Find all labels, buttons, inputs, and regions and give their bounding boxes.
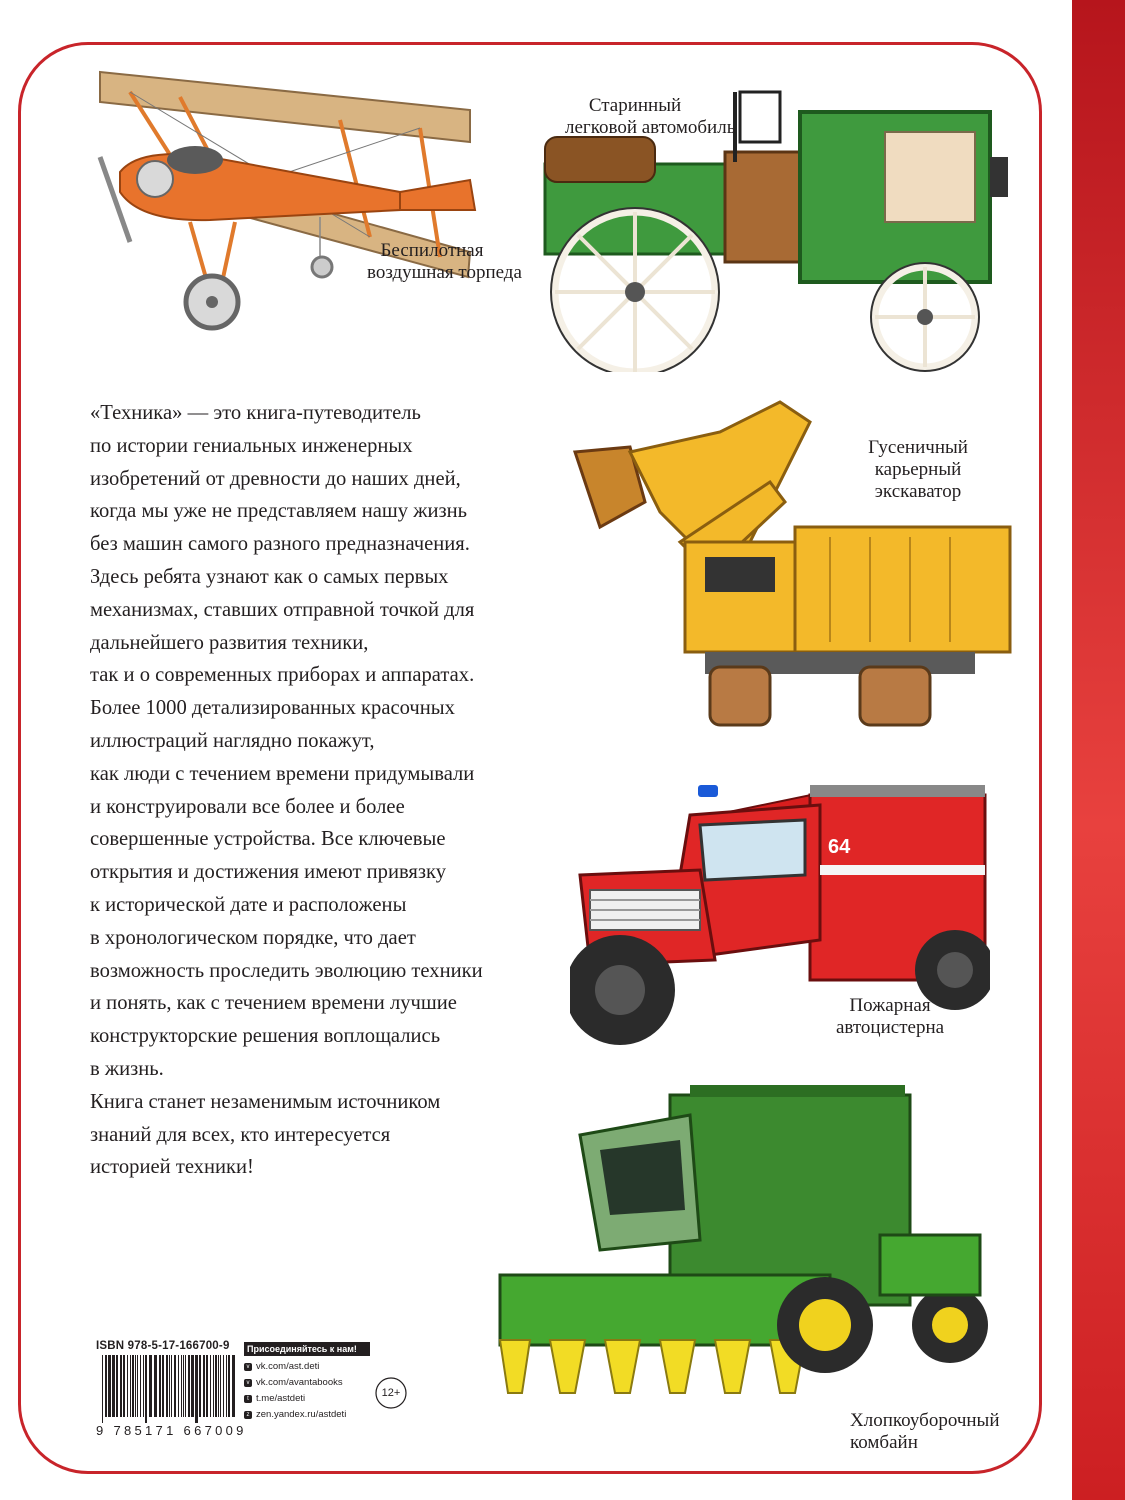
- social-link[interactable]: [244, 1359, 370, 1375]
- description-line: к исторической дате и расположены: [90, 893, 407, 916]
- description-line: возможность проследить эволюцию техники: [90, 959, 483, 982]
- barcode-bar: [218, 1355, 219, 1417]
- description-line: и понять, как с течением времени лучшие: [90, 992, 457, 1015]
- description-line: открытия и достижения имеют привязку: [90, 861, 447, 884]
- barcode-bar: [137, 1355, 138, 1417]
- caption-excavator: [858, 437, 978, 503]
- barcode-bar: [210, 1355, 211, 1417]
- combine-illustration: [490, 1075, 1010, 1405]
- social-link-text: t.me/astdeti: [256, 1393, 306, 1404]
- barcode-bar: [195, 1355, 198, 1423]
- barcode-bar: [174, 1355, 176, 1417]
- description-line: изобретений от древности до наших дней,: [90, 467, 461, 490]
- vk-icon: v: [244, 1379, 252, 1387]
- description-line: Здесь ребята узнают как о самых первых: [90, 565, 449, 588]
- barcode-bar: [183, 1355, 184, 1417]
- barcode-bar: [132, 1355, 134, 1417]
- description-line: «Техника» — это книга-путеводитель: [90, 402, 421, 424]
- telegram-icon: t: [244, 1395, 252, 1403]
- barcode-bar: [188, 1355, 190, 1417]
- description-line: по истории гениальных инженерных: [90, 434, 413, 457]
- barcode-bar: [154, 1355, 157, 1417]
- social-link[interactable]: [244, 1407, 370, 1423]
- social-link[interactable]: [244, 1375, 370, 1391]
- caption-firetruck: [830, 995, 950, 1039]
- barcode-bar: [112, 1355, 115, 1417]
- isbn-block: [96, 1340, 246, 1438]
- barcode-bar: [166, 1355, 168, 1417]
- social-link-text: vk.com/avantabooks: [256, 1377, 343, 1388]
- caption-line: карьерный: [874, 459, 962, 480]
- barcode-bar: [226, 1355, 227, 1417]
- barcode-bar: [127, 1355, 128, 1417]
- barcode-digits: 9 785171 667009: [96, 1423, 247, 1438]
- firetruck-number: 64: [828, 836, 851, 858]
- description-line: Более 1000 детализированных красочных: [90, 697, 455, 720]
- description-line: в хронологическом порядке, что дает: [90, 926, 416, 949]
- description-line: дальнейшего развития техники,: [90, 631, 369, 654]
- description-line: знаний для всех, кто интересуется: [90, 1123, 391, 1146]
- social-link[interactable]: [244, 1391, 370, 1407]
- barcode-bar: [185, 1355, 186, 1417]
- book-description: [90, 397, 550, 1184]
- age-rating-text: 12+: [381, 1387, 401, 1399]
- barcode-bar: [120, 1355, 122, 1417]
- description-line: когда мы уже не представляем нашу жизнь: [90, 500, 468, 523]
- barcode-bar: [135, 1355, 136, 1417]
- caption-line: Пожарная: [849, 995, 931, 1016]
- barcode-bar: [123, 1355, 125, 1417]
- caption-line: автоцистерна: [835, 1017, 945, 1038]
- barcode-bar: [203, 1355, 205, 1417]
- barcode-bar: [199, 1355, 201, 1417]
- barcode-bar: [130, 1355, 131, 1417]
- book-spine: [1072, 0, 1125, 1500]
- description-line: историей техники!: [90, 1156, 254, 1179]
- description-line: так и о современных приборах и аппаратах.: [90, 664, 475, 687]
- barcode-bar: [162, 1355, 164, 1417]
- caption-line: Старинный: [588, 95, 682, 116]
- description-line: и конструировали все более и более: [90, 795, 405, 818]
- vk-icon: v: [244, 1363, 252, 1371]
- barcode-bar: [116, 1355, 118, 1417]
- description-line: Книга станет незаменимым источником: [90, 1090, 441, 1113]
- isbn-number: ISBN 978-5-17-166700-9: [96, 1340, 230, 1352]
- caption-line: комбайн: [850, 1432, 918, 1453]
- social-link-text: zen.yandex.ru/astdeti: [256, 1409, 347, 1420]
- barcode-bar: [223, 1355, 224, 1417]
- barcode-bar: [145, 1355, 147, 1423]
- caption-line: Хлопкоуборочный: [850, 1410, 1000, 1431]
- zen-icon: z: [244, 1411, 252, 1419]
- description-line: без машин самого разного предназначения.: [90, 533, 470, 556]
- caption-combine: [850, 1410, 1000, 1454]
- barcode-bar: [140, 1355, 141, 1417]
- barcode-bar: [232, 1355, 235, 1417]
- barcode-bar: [215, 1355, 217, 1417]
- barcode-bar: [108, 1355, 111, 1417]
- barcode-bar: [220, 1355, 221, 1417]
- caption-line: легковой автомобиль: [565, 117, 736, 138]
- description-line: механизмах, ставших отправной точкой для: [90, 598, 475, 621]
- barcode-bar: [159, 1355, 161, 1417]
- caption-line: Гусеничный: [868, 437, 968, 458]
- age-rating-badge: [374, 1376, 408, 1410]
- caption-line: воздушная торпеда: [367, 262, 522, 283]
- barcode-bar: [143, 1355, 144, 1417]
- description-line: в жизнь.: [90, 1057, 164, 1080]
- social-links: [244, 1342, 370, 1423]
- description-line: иллюстраций наглядно покажут,: [90, 729, 375, 752]
- social-link-text: vk.com/ast.deti: [256, 1361, 320, 1372]
- biplane-illustration: [70, 62, 480, 337]
- barcode-bar: [228, 1355, 230, 1417]
- caption-car: [565, 95, 736, 139]
- description-line: как люди с течением времени придумывали: [90, 762, 475, 785]
- barcode-bar: [178, 1355, 179, 1417]
- barcode-bar: [149, 1355, 152, 1417]
- barcode-bar: [181, 1355, 182, 1417]
- barcode-bar: [169, 1355, 170, 1417]
- barcode-bar: [191, 1355, 194, 1417]
- barcode-bar: [213, 1355, 214, 1417]
- barcode-bar: [105, 1355, 107, 1417]
- barcode-bar: [102, 1355, 103, 1423]
- barcode-bar: [206, 1355, 208, 1417]
- barcode-bar: [171, 1355, 172, 1417]
- caption-line: Беспилотная: [380, 240, 484, 261]
- join-us-label: Присоединяйтесь к нам!: [244, 1342, 370, 1356]
- caption-torpedo: [367, 240, 522, 284]
- caption-line: экскаватор: [874, 481, 962, 502]
- barcode: [96, 1355, 241, 1423]
- description-line: конструкторские решения воплощались: [90, 1025, 441, 1048]
- description-line: совершенные устройства. Все ключевые: [90, 828, 446, 851]
